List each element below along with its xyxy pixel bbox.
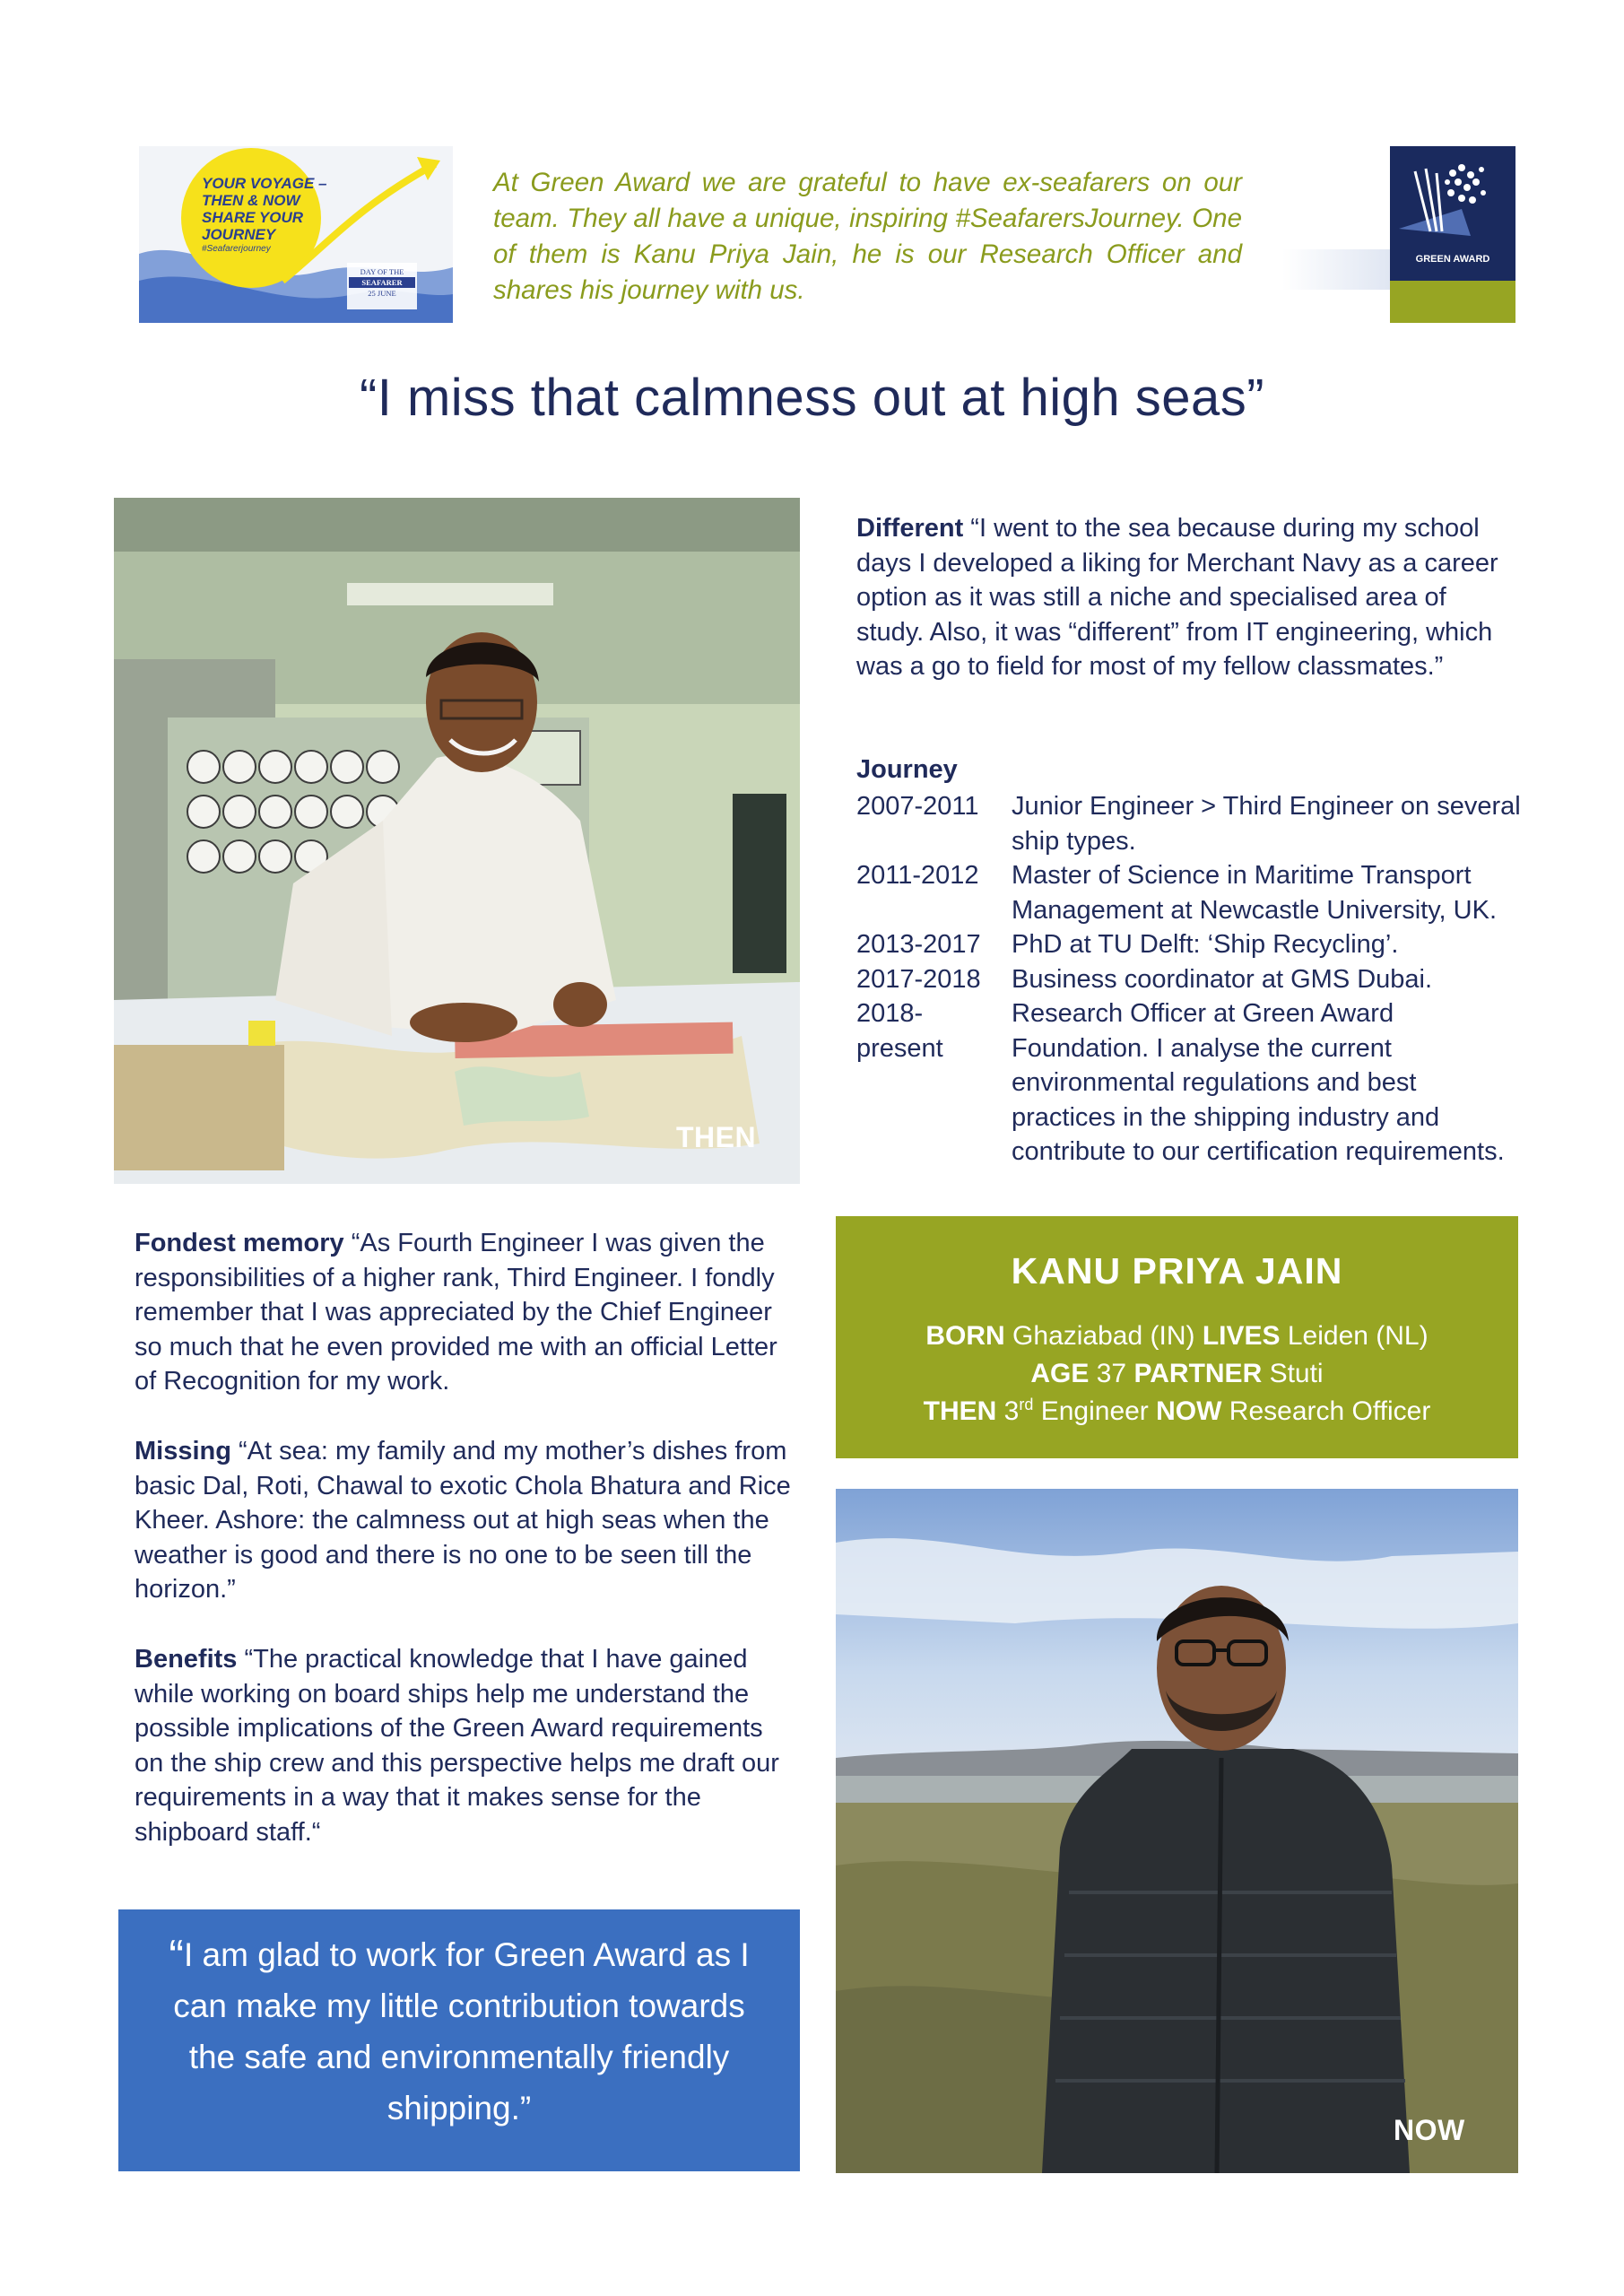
- born-label: BORN: [925, 1321, 1005, 1351]
- now-role-label: NOW: [1156, 1396, 1222, 1426]
- benefits-text: “The practical knowledge that I have gained while working on board ships help me understand the possible implications of the Green Award requirements on the ship crew and this perspective helps me draft our requirements in a way that it makes sense for the shipboard staff.“: [135, 1645, 779, 1847]
- then-role-suffix: rd: [1019, 1396, 1034, 1413]
- green-award-logo-text: GREEN AWARD: [1415, 254, 1490, 265]
- journey-years: 2007-2011: [856, 792, 979, 821]
- profile-name: KANU PRIYA JAIN: [1011, 1250, 1343, 1292]
- green-award-logo: [1282, 146, 1515, 323]
- journey-heading: Journey: [856, 755, 958, 784]
- journey-text: Research Officer at Green Award Foundation. I analyse the current environmental regulations and best practices in the shipping industry and contribute to our certification requirements.: [1012, 999, 1505, 1167]
- logo-line: YOUR VOYAGE –: [202, 175, 327, 192]
- born-value: Ghaziabad (IN): [1004, 1321, 1203, 1351]
- benefits-label: Benefits: [135, 1645, 238, 1674]
- partner-label: PARTNER: [1133, 1359, 1263, 1388]
- journey-text: PhD at TU Delft: ‘Ship Recycling’.: [1012, 930, 1399, 959]
- now-label: NOW: [1394, 2114, 1465, 2146]
- profile-career-row: [836, 1394, 1518, 1430]
- profile-age-row: [836, 1356, 1518, 1392]
- now-role-value: Research Officer: [1221, 1396, 1431, 1426]
- age-label: AGE: [1030, 1359, 1090, 1388]
- profile-card: [836, 1216, 1518, 1458]
- missing-text: “At sea: my family and my mother’s dishes from basic Dal, Roti, Chawal to exotic Chola Bhatura and Rice Kheer. Ashore: the calmness out at high seas when the weather is good and there is no one to be seen till the horizon.”: [135, 1437, 791, 1605]
- journey-text: Business coordinator at GMS Dubai.: [1012, 965, 1433, 994]
- quote-text-block: [154, 1929, 764, 2134]
- missing-paragraph: [135, 1434, 798, 1607]
- journey-years: 2018- present: [856, 999, 943, 1063]
- different-paragraph: [856, 511, 1502, 684]
- journey-text: Master of Science in Maritime Transport Management at Newcastle University, UK.: [1012, 861, 1498, 925]
- quote-box: [118, 1909, 800, 2171]
- now-photo: [836, 1489, 1518, 2173]
- age-value: 37: [1089, 1359, 1134, 1388]
- different-text: “I went to the sea because during my school days I developed a liking for Merchant Navy as a career option as it was still a niche and specialised area of study. Also, it was “different” from IT engineering, which was a go to field for most of my fellow classmates.”: [856, 514, 1498, 682]
- different-label: Different: [856, 514, 964, 543]
- logo-line: THEN & NOW: [202, 192, 300, 209]
- then-role-value: Engineer: [1033, 1396, 1157, 1426]
- badge-line: DAY OF THE: [360, 267, 404, 276]
- then-photo: [114, 498, 800, 1184]
- voyage-campaign-logo: [139, 146, 453, 323]
- lives-label: LIVES: [1202, 1321, 1281, 1351]
- missing-label: Missing: [135, 1437, 231, 1465]
- then-label: THEN: [676, 1121, 757, 1153]
- fondest-memory-paragraph: [135, 1226, 798, 1399]
- journey-years: 2017-2018: [856, 965, 981, 994]
- journey-years: 2013-2017: [856, 930, 981, 959]
- quote-text: I am glad to work for Green Award as I can make my little contribution towards the safe and environmentally friendly shipping.”: [173, 1936, 750, 2126]
- quote-mark: “: [169, 1931, 184, 1981]
- badge-line: 25 JUNE: [368, 289, 396, 298]
- fondest-memory-text: “As Fourth Engineer I was given the responsibilities of a higher rank, Third Engineer. I fondly remember that I was appreciated by the Chief Engineer so much that he even provided me with an official Letter of Recognition for my work.: [135, 1229, 777, 1396]
- profile-origin-row: [836, 1318, 1518, 1354]
- page-headline: “I miss that calmness out at high seas”: [359, 369, 1265, 427]
- fondest-memory-label: Fondest memory: [135, 1229, 344, 1257]
- logo-line: SHARE YOUR: [202, 209, 304, 226]
- lives-value: Leiden (NL): [1280, 1321, 1429, 1351]
- then-role-number: 3: [996, 1396, 1020, 1426]
- journey-years: 2011-2012: [856, 861, 979, 890]
- intro-text: At Green Award we are grateful to have ex-seafarers on our team. They all have a unique, inspiring #SeafarersJourney. One of them is Kanu Priya Jain, he is our Research Officer and shares his journey with us.: [493, 168, 1242, 305]
- badge-line: SEAFARER: [349, 277, 415, 288]
- logo-hashtag: #Seafarerjourney: [202, 244, 271, 254]
- logo-line: JOURNEY: [202, 226, 276, 243]
- journey-text: Junior Engineer > Third Engineer on several ship types.: [1012, 792, 1521, 856]
- then-role-label: THEN: [923, 1396, 997, 1426]
- partner-value: Stuti: [1262, 1359, 1324, 1388]
- benefits-paragraph: [135, 1642, 798, 1850]
